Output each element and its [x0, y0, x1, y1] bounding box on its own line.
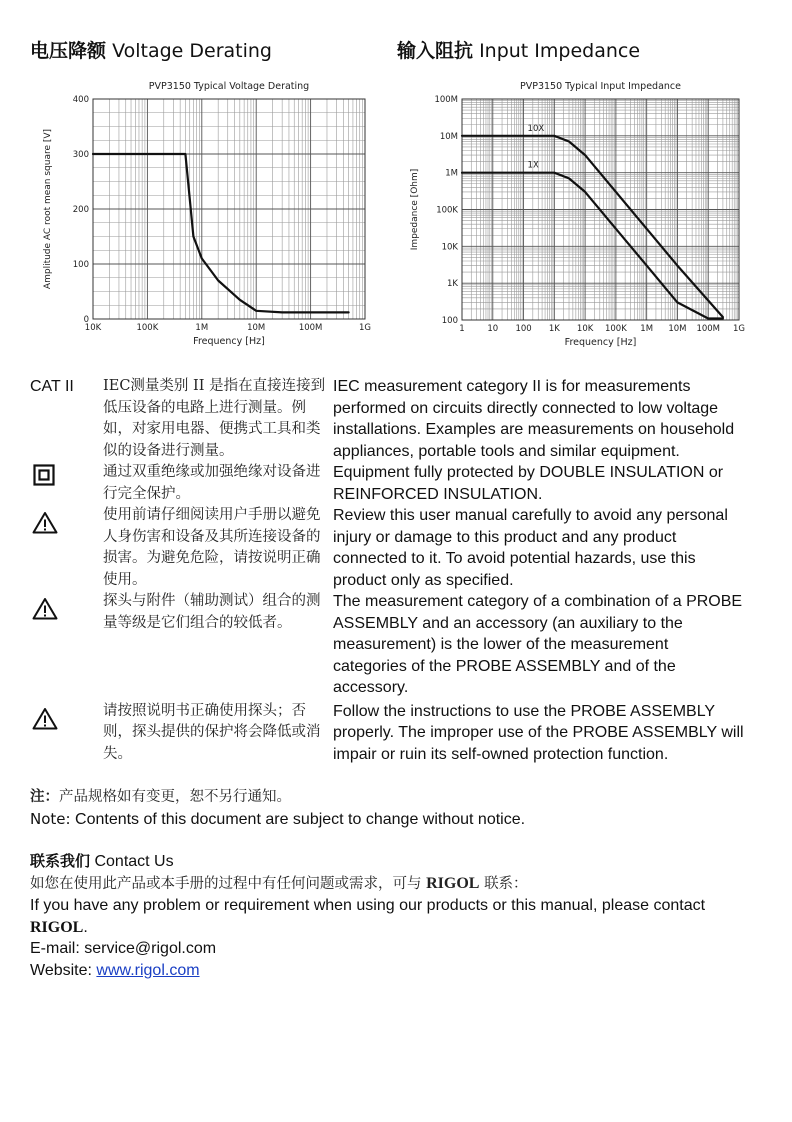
- x-tick-label: 100M: [696, 324, 721, 334]
- y-axis-label: Impedance [Ohm]: [410, 168, 420, 251]
- table-row: [30, 505, 745, 591]
- contact-en-line: [30, 895, 770, 917]
- chart-title: PVP3150 Typical Voltage Derating: [148, 81, 310, 92]
- series-label: 1X: [527, 160, 539, 171]
- contact-zh-line: [30, 873, 770, 896]
- input-impedance-heading: [397, 36, 640, 63]
- category-description-en: Equipment fully protected by DOUBLE INSULATION or REINFORCED INSULATION.: [333, 464, 724, 503]
- y-tick-label: 0: [83, 315, 89, 325]
- category-description-en: Follow the instructions to use the PROBE ASSEMBLY properly. The improper use of the PROBE ASSEMBLY will impair or ruin its self-owned protection function.: [333, 702, 744, 763]
- y-tick-label: 100K: [436, 205, 458, 216]
- y-tick-label: 300: [72, 150, 89, 160]
- table-row: [30, 376, 745, 462]
- category-symbol: CAT II: [30, 378, 74, 395]
- notes-section: [30, 786, 770, 981]
- voltage-derating-heading: [30, 36, 272, 63]
- table-row: [30, 462, 745, 505]
- x-tick-label: 1M: [640, 324, 654, 334]
- category-description-zh: 通过双重绝缘或加强绝缘对设备进行完全保护。: [103, 464, 321, 502]
- input-impedance-svg: [405, 75, 750, 360]
- series-line-10x: [462, 136, 723, 317]
- heading-zh: 输入阻抗: [397, 40, 474, 62]
- note-en: [30, 809, 770, 831]
- category-symbol: [30, 699, 103, 766]
- category-description-en: Review this user manual carefully to avoid any personal injury or damage to this product and any product connected to it. To avoid potential hazards, use this product only as specified.: [333, 507, 728, 589]
- x-tick-label: 1G: [733, 324, 745, 334]
- warning-icon: [32, 597, 58, 620]
- contact-zh-text-after: 联系：: [484, 875, 528, 892]
- spacer: [30, 830, 770, 851]
- email-label: E-mail:: [30, 940, 80, 957]
- note-zh: [30, 786, 770, 809]
- series-line-1x: [462, 173, 723, 319]
- contact-heading-zh: 联系我们: [30, 852, 91, 870]
- warning-icon: [32, 707, 58, 730]
- category-description-en: The measurement category of a combination of a PROBE ASSEMBLY and an accessory (an auxiliary to the measurement) is the lower of the measurement categories of the PROBE ASSEMBLY and of the accessory.: [333, 593, 743, 696]
- voltage-derating-svg: [40, 75, 380, 360]
- category-description-en: IEC measurement category II is for measurements performed on circuits directly connected to low voltage installations. Examples are measurements on household appliances, portable tools and similar equipment.: [333, 378, 735, 460]
- contact-brand-line: [30, 917, 770, 939]
- table-row: [30, 699, 745, 766]
- x-tick-label: 1K: [548, 324, 560, 334]
- website-link[interactable]: www.rigol.com: [96, 961, 200, 979]
- table-row: [30, 591, 745, 699]
- y-tick-label: 100M: [434, 95, 458, 105]
- y-tick-label: 200: [72, 205, 89, 215]
- category-symbol: [30, 505, 103, 591]
- x-tick-label: 10K: [84, 323, 102, 333]
- contact-heading: [30, 851, 770, 873]
- y-tick-label: 10K: [441, 242, 458, 253]
- y-tick-label: 400: [72, 95, 89, 105]
- input-impedance-chart: [405, 75, 750, 360]
- y-tick-label: 100: [72, 260, 89, 270]
- category-description-zh: IEC测量类别 II 是指在直接连接到低压设备的电路上进行测量。例如，对家用电器、便携式工具和类似的设备进行测量。: [103, 378, 326, 459]
- contact-heading-en: Contact Us: [94, 853, 174, 870]
- website-line: [30, 960, 770, 982]
- x-tick-label: 100K: [136, 323, 159, 333]
- contact-en-text: If you have any problem or requirement when using our products or this manual, please contact: [30, 897, 706, 914]
- y-tick-label: 10M: [439, 131, 458, 142]
- x-tick-label: 1M: [195, 323, 209, 333]
- email-address[interactable]: service@rigol.com: [84, 940, 217, 957]
- y-tick-label: 1M: [445, 168, 458, 179]
- x-tick-label: 10M: [247, 323, 266, 333]
- contact-zh-text: 如您在使用此产品或本手册的过程中有任何问题或需求，可与: [30, 875, 422, 892]
- note-zh-label: 注：: [30, 788, 59, 805]
- y-tick-label: 1K: [447, 279, 458, 290]
- x-tick-label: 10K: [576, 324, 594, 334]
- category-symbol: [30, 591, 103, 699]
- y-axis-label: Amplitude AC root mean square [V]: [43, 128, 53, 290]
- x-tick-label: 10M: [668, 324, 687, 334]
- heading-en: Input Impedance: [479, 40, 641, 62]
- x-tick-label: 100M: [298, 323, 323, 333]
- voltage-derating-chart: [40, 75, 380, 360]
- note-zh-text: 产品规格如有变更，恕不另行通知。: [59, 789, 291, 805]
- warning-icon: [32, 511, 58, 534]
- chart-title: PVP3150 Typical Input Impedance: [520, 81, 681, 92]
- x-axis-label: Frequency [Hz]: [193, 336, 265, 347]
- series-label: 10X: [527, 123, 545, 134]
- category-description-zh: 请按照说明书正确使用探头；否则，探头提供的保护将会降低或消失。: [103, 702, 321, 762]
- note-en-text: Contents of this document are subject to change without notice.: [75, 810, 526, 828]
- heading-en: Voltage Derating: [112, 40, 272, 62]
- brand-name: RIGOL: [426, 874, 480, 892]
- email-line: [30, 938, 770, 960]
- x-axis-label: Frequency [Hz]: [564, 337, 637, 348]
- double-insulation-icon: [33, 464, 55, 486]
- y-tick-label: 100: [441, 316, 458, 326]
- x-tick-label: 1G: [359, 323, 371, 333]
- category-symbol: [30, 462, 103, 505]
- x-tick-label: 100: [515, 324, 532, 334]
- x-tick-label: 100K: [604, 324, 627, 334]
- safety-category-table: [30, 376, 745, 765]
- brand-period: .: [83, 918, 88, 936]
- heading-zh: 电压降额: [30, 40, 107, 62]
- brand-name: RIGOL: [30, 918, 84, 936]
- website-label: Website:: [30, 961, 92, 979]
- x-tick-label: 1: [459, 324, 465, 334]
- note-en-label: Note:: [30, 809, 71, 828]
- category-description-zh: 探头与附件（辅助测试）组合的测量等级是它们组合的较低者。: [103, 593, 321, 631]
- category-description-zh: 使用前请仔细阅读用户手册以避免人身伤害和设备及其所连接设备的损害。为避免危险，请按说明正确使用。: [103, 507, 321, 588]
- x-tick-label: 10: [487, 324, 499, 334]
